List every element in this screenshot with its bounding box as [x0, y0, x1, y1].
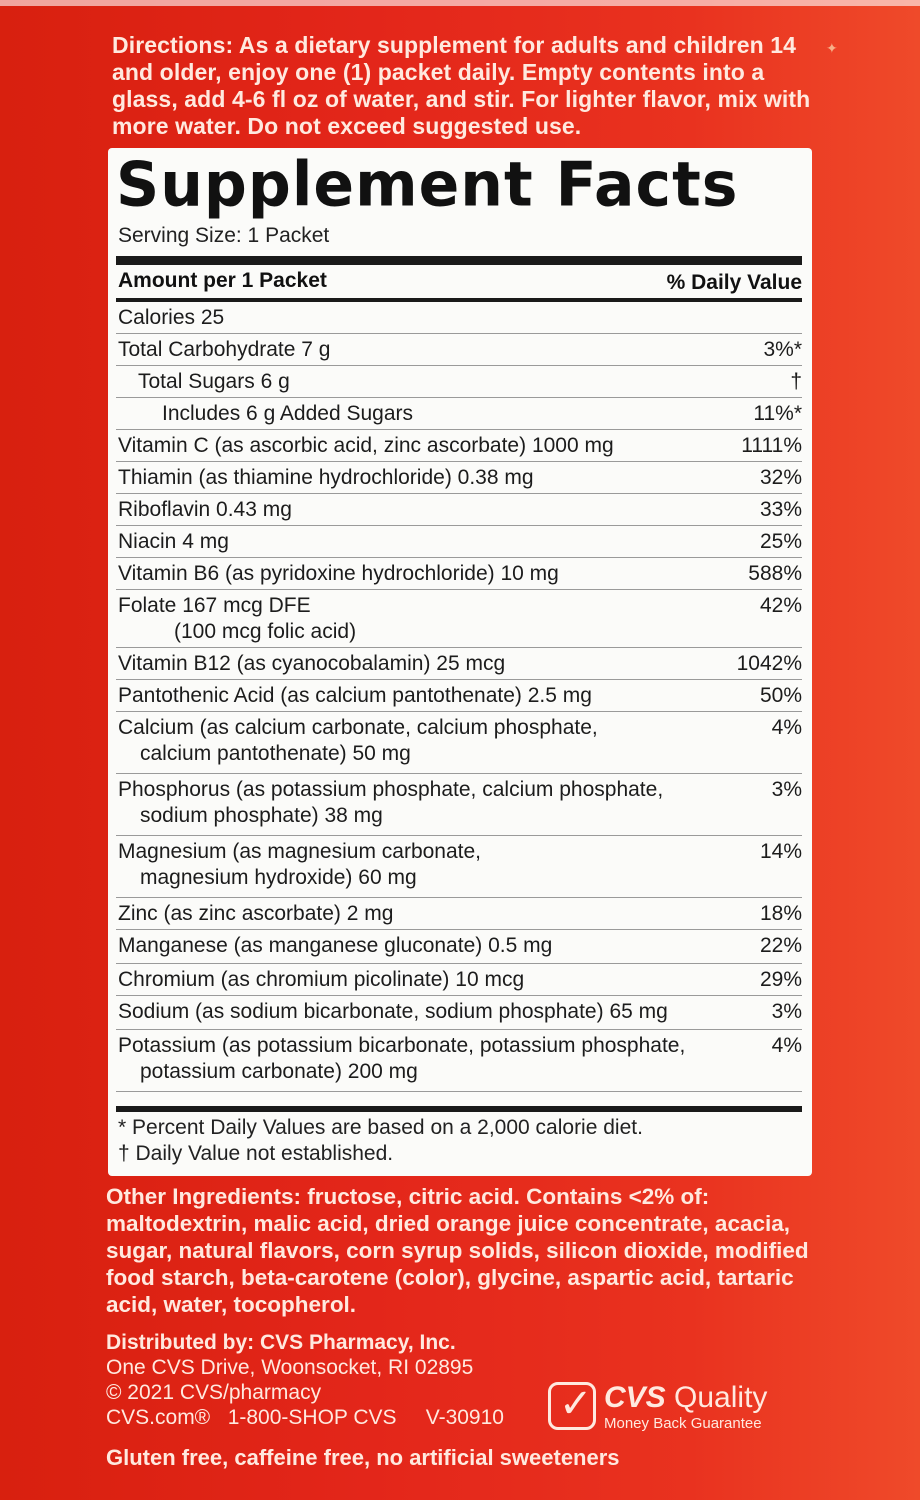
facts-row [116, 558, 802, 590]
distributor-web: CVS.com® [106, 1406, 211, 1429]
quality-text: Quality [674, 1381, 768, 1414]
facts-row [116, 526, 802, 558]
directions-block [112, 32, 812, 140]
cvs-quality-brand [604, 1382, 767, 1414]
product-claims: Gluten free, caffeine free, no artificial sweeteners [106, 1445, 620, 1470]
facts-row [116, 996, 802, 1030]
facts-row [116, 774, 802, 836]
nutrient-name: Calories 25 [118, 306, 225, 329]
daily-value: 3% [771, 1000, 802, 1023]
distributor-phone: 1-800-SHOP CVS [227, 1406, 397, 1429]
facts-row [116, 430, 802, 462]
nutrient-name-continued: calcium pantothenate) 50 mg [140, 742, 411, 765]
daily-value: 1042% [736, 652, 802, 675]
nutrient-name: Niacin 4 mg [118, 530, 229, 553]
facts-row [116, 930, 802, 964]
daily-value: 33% [759, 498, 802, 521]
supplement-facts-panel [108, 148, 812, 1176]
daily-value: 25% [759, 530, 802, 553]
nutrient-name-continued: sodium phosphate) 38 mg [140, 804, 383, 827]
print-speck: ✦ [826, 40, 838, 56]
directions-heading: Directions: [112, 32, 234, 58]
facts-row [116, 648, 802, 680]
supplement-facts-title: Supplement Facts [116, 149, 739, 221]
footnote-daily-values: * Percent Daily Values are based on a 2,000 calorie diet. [118, 1116, 643, 1139]
facts-row [116, 366, 802, 398]
footnote-dagger: † Daily Value not established. [118, 1142, 394, 1165]
thick-divider-top [116, 256, 802, 265]
distributor-address: One CVS Drive, Woonsocket, RI 02895 [106, 1356, 474, 1379]
daily-value: 3% [771, 778, 802, 801]
daily-value: 14% [759, 840, 802, 863]
nutrient-name: Manganese (as manganese gluconate) 0.5 mg [118, 934, 553, 957]
nutrient-name: Zinc (as zinc ascorbate) 2 mg [118, 902, 394, 925]
facts-row [116, 462, 802, 494]
daily-value: 29% [759, 968, 802, 991]
other-ingredients-part2: maltodextrin, malic acid, dried orange juice concentrate, acacia, sugar, natural flavors, corn syrup solids, silicon dioxide, modified food starch, beta-carotene (color), glycine, aspartic acid, tartaric acid, water, tocopherol. [106, 1211, 809, 1317]
nutrient-name: Includes 6 g Added Sugars [162, 402, 414, 425]
nutrient-name: Phosphorus (as potassium phosphate, calcium phosphate, [118, 778, 664, 801]
daily-value: 4% [771, 1034, 802, 1057]
top-edge [0, 0, 920, 6]
daily-value: 4% [771, 716, 802, 739]
facts-row [116, 680, 802, 712]
daily-value: 42% [759, 594, 802, 617]
nutrient-name: Pantothenic Acid (as calcium pantothenate) 2.5 mg [118, 684, 592, 707]
daily-value: 22% [759, 934, 802, 957]
nutrient-name: Total Sugars 6 g [138, 370, 290, 393]
distributor-block [106, 1330, 546, 1430]
facts-row [116, 398, 802, 430]
daily-value: 588% [748, 562, 802, 585]
daily-value: 3%* [763, 338, 802, 361]
nutrient-name: Chromium (as chromium picolinate) 10 mcg [118, 968, 525, 991]
nutrient-name: Vitamin B6 (as pyridoxine hydrochloride) 10 mg [118, 562, 559, 585]
nutrient-name: Vitamin B12 (as cyanocobalamin) 25 mcg [118, 652, 506, 675]
directions-text: As a dietary supplement for adults and children 14 and older, enjoy one (1) packet daily. Empty contents into a glass, add 4-6 fl oz of water, and stir. For lighter flavor, mix with more water. Do not exceed suggested use. [112, 32, 811, 139]
facts-row [116, 712, 802, 774]
thick-divider-bottom [116, 1106, 802, 1112]
facts-header-row [118, 266, 802, 298]
nutrient-name: Thiamin (as thiamine hydrochloride) 0.38 mg [118, 466, 534, 489]
facts-rows [116, 302, 802, 1092]
nutrient-name: Sodium (as sodium bicarbonate, sodium phosphate) 65 mg [118, 1000, 668, 1023]
nutrient-name-continued: magnesium hydroxide) 60 mg [140, 866, 417, 889]
nutrient-name-continued: (100 mcg folic acid) [174, 620, 357, 643]
facts-row [116, 898, 802, 930]
daily-value: 32% [759, 466, 802, 489]
distributor-heading: Distributed by: CVS Pharmacy, Inc. [106, 1331, 456, 1354]
serving-size: Serving Size: 1 Packet [118, 224, 330, 247]
distributor-copyright: © 2021 CVS/pharmacy [106, 1381, 322, 1404]
check-icon: ✓ [548, 1382, 596, 1430]
nutrient-name: Calcium (as calcium carbonate, calcium phosphate, [118, 716, 598, 739]
facts-row [116, 334, 802, 366]
other-ingredients [106, 1183, 846, 1318]
nutrient-name: Magnesium (as magnesium carbonate, [118, 840, 482, 863]
cvs-logo-text: CVS [604, 1381, 666, 1414]
contains-heading: Contains <2% of: [526, 1184, 710, 1209]
other-ingredients-heading: Other Ingredients: [106, 1184, 302, 1209]
daily-value: 11%* [753, 402, 802, 425]
daily-value-header: % Daily Value [666, 271, 802, 294]
facts-row [116, 1030, 802, 1092]
nutrient-name: Potassium (as potassium bicarbonate, potassium phosphate, [118, 1034, 686, 1057]
nutrient-name: Total Carbohydrate 7 g [118, 338, 331, 361]
facts-row [116, 964, 802, 996]
nutrient-name: Riboflavin 0.43 mg [118, 498, 292, 521]
daily-value: 18% [759, 902, 802, 925]
facts-row [116, 302, 802, 334]
facts-row [116, 590, 802, 648]
daily-value: 50% [759, 684, 802, 707]
cvs-quality-badge [548, 1382, 798, 1442]
money-back-guarantee: Money Back Guarantee [604, 1415, 762, 1432]
facts-row [116, 494, 802, 526]
amount-per-header: Amount per 1 Packet [118, 269, 327, 292]
daily-value: 1111% [741, 434, 802, 457]
facts-row [116, 836, 802, 898]
distributor-contact [106, 1405, 546, 1430]
nutrient-name: Vitamin C (as ascorbic acid, zinc ascorbate) 1000 mg [118, 434, 614, 457]
nutrient-name: Folate 167 mcg DFE [118, 594, 311, 617]
nutrient-name-continued: potassium carbonate) 200 mg [140, 1060, 418, 1083]
product-code: V-30910 [425, 1406, 504, 1429]
other-ingredients-part1: fructose, citric acid. [307, 1184, 520, 1209]
daily-value: † [790, 370, 802, 393]
